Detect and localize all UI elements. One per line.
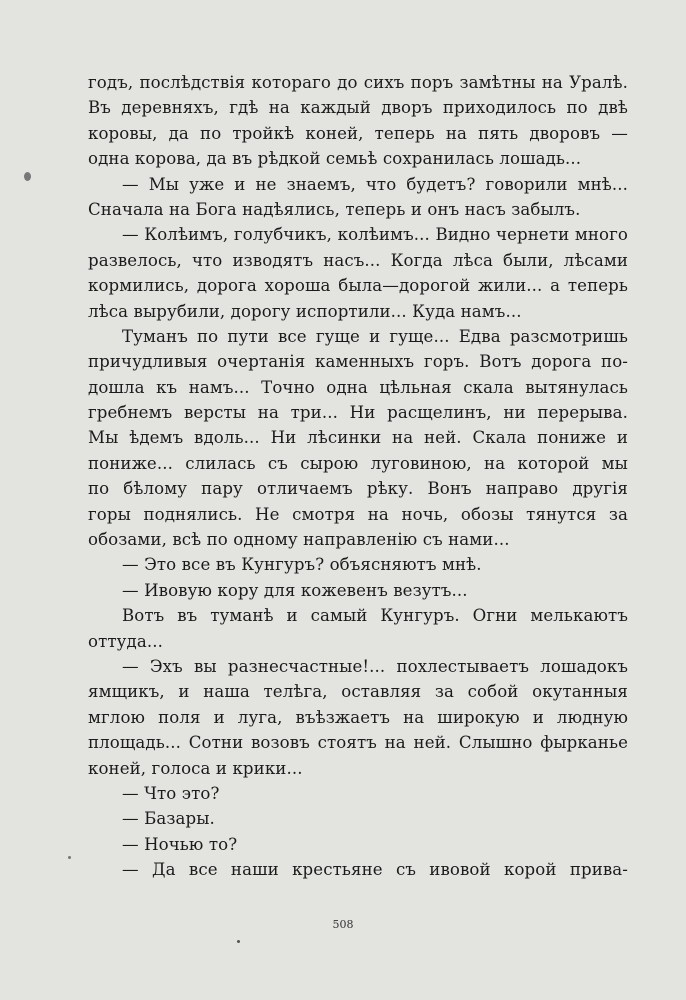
text-line: — Что это? (122, 783, 220, 803)
text-line: Туманъ по пути все гуще и гуще... Едва разсмотришь (122, 326, 628, 346)
text-line: Въ деревняхъ, гдѣ на каждый дворъ приходилось по двѣ (88, 98, 628, 118)
text-line: причудливыя очертанія каменныхъ горъ. Вотъ дорога по- (88, 352, 628, 372)
body-text (88, 70, 628, 883)
text-line: ямщикъ, и наша телѣга, оставляя за собой окутанныя (88, 682, 628, 702)
text-line: обозами, всѣ по одному направленію съ нами... (88, 530, 510, 550)
text-line: годъ, послѣдствія котораго до сихъ поръ замѣтны на Уралѣ. (88, 73, 628, 92)
text-line: кормились, дорога хороша была—дорогой жили... а теперь (88, 276, 628, 296)
text-line: дошла къ намъ... Точно одна цѣльная скала вытянулась (88, 377, 628, 397)
text-line: Вотъ въ туманѣ и самый Кунгуръ. Огни мелькаютъ (122, 606, 628, 626)
text-line: гребнемъ версты на три... Ни расщелинъ, ни перерыва. (88, 403, 628, 423)
text-line: — Колѣимъ, голубчикъ, колѣимъ... Видно чернети много (122, 225, 628, 245)
text-line: коровы, да по тройкѣ коней, теперь на пять дворовъ — (88, 123, 628, 143)
text-line: оттуда... (88, 631, 163, 651)
text-line: — Мы уже и не знаемъ, что будетъ? говорили мнѣ... (122, 174, 628, 194)
text-line: площадь... Сотни возовъ стоятъ на ней. Слышно фырканье (88, 733, 628, 753)
margin-speck (68, 856, 71, 859)
text-line: лѣса вырубили, дорогу испортили... Куда намъ... (88, 301, 522, 321)
text-line: — Эхъ вы разнесчастные!... похлестываетъ лошадокъ (122, 656, 628, 676)
text-line: — Это все въ Кунгуръ? объясняютъ мнѣ. (122, 555, 482, 575)
text-line: развелось, что изводятъ насъ... Когда лѣса были, лѣсами (88, 250, 628, 270)
text-line: пониже... слилась съ сырою луговиною, на которой мы (88, 453, 628, 473)
text-line: одна корова, да въ рѣдкой семьѣ сохранилась лошадь... (88, 149, 582, 169)
text-line: по бѣлому пару отличаемъ рѣку. Вонъ направо другія (88, 479, 628, 499)
page-number: 508 (332, 918, 354, 931)
text-line: горы поднялись. Не смотря на ночь, обозы тянутся за (88, 504, 628, 524)
margin-speck (24, 172, 31, 181)
text-line: коней, голоса и крики... (88, 758, 303, 778)
text-line: — Да все наши крестьяне съ ивовой корой прива- (122, 860, 628, 880)
text-line: Сначала на Бога надѣялись, теперь и онъ насъ забылъ. (88, 199, 581, 219)
text-line: — Базары. (122, 809, 215, 829)
text-line: — Ночью то? (122, 834, 238, 854)
text-line: мглою поля и луга, въѣзжаетъ на широкую и людную (88, 707, 628, 727)
text-line: Мы ѣдемъ вдоль... Ни лѣсинки на ней. Скала пониже и (88, 428, 628, 448)
text-line: — Ивовую кору для кожевенъ везутъ... (122, 580, 468, 600)
margin-speck (237, 940, 240, 943)
